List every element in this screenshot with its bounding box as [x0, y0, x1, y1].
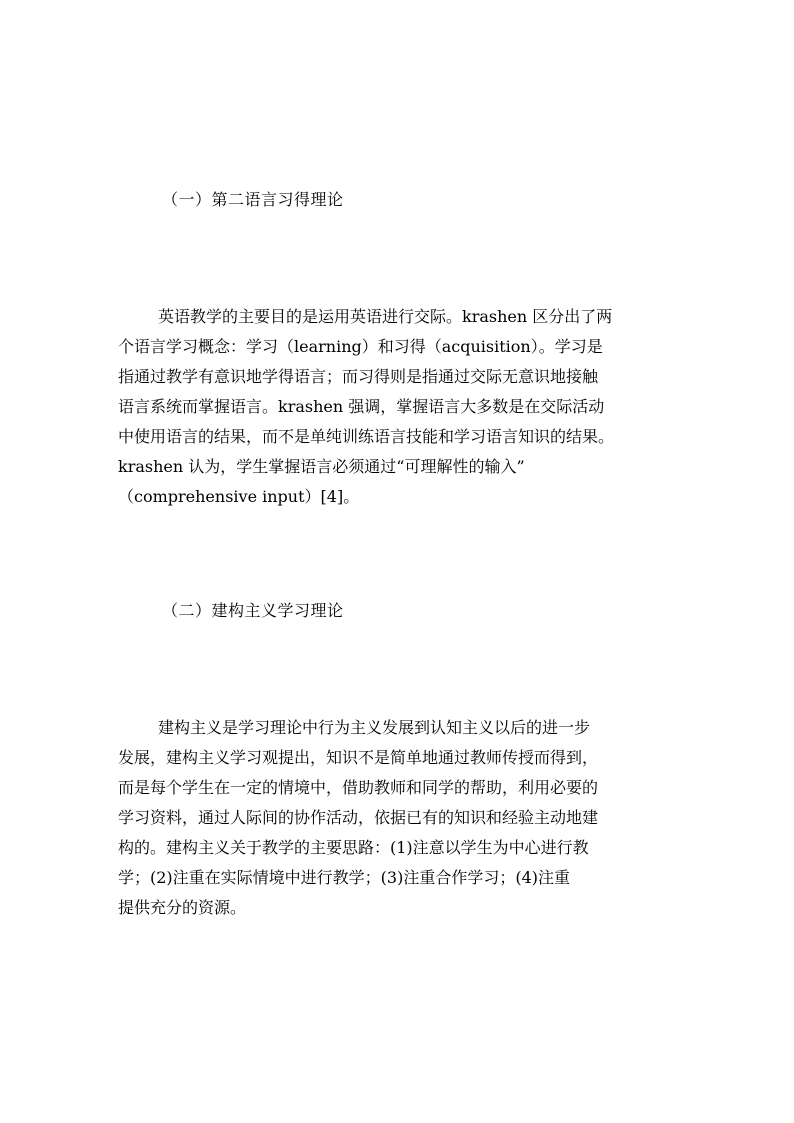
- paragraph-line: 而是每个学生在一定的情境中，借助教师和同学的帮助，利用必要的: [118, 778, 599, 797]
- paragraph-line: 提供充分的资源。: [118, 898, 247, 917]
- paragraph-line: 构的。建构主义关于教学的主要思路：(1)注意以学生为中心进行教: [118, 838, 589, 857]
- paragraph-line: 学习资料，通过人际间的协作活动，依据已有的知识和经验主动地建: [118, 808, 599, 827]
- paragraph-line: 学；(2)注重在实际情境中进行教学；(3)注重合作学习；(4)注重: [118, 868, 570, 887]
- paragraph-line: 发展，建构主义学习观提出，知识不是简单地通过教师传授而得到，: [118, 748, 599, 767]
- paragraph-line: 个语言学习概念：学习（learning）和习得（acquisition）。学习是: [118, 337, 603, 356]
- paragraph-line: 英语教学的主要目的是运用英语进行交际。krashen 区分出了两: [158, 307, 613, 326]
- section-paragraph-2: [118, 713, 678, 923]
- paragraph-line: （comprehensive input）[4]。: [118, 487, 360, 506]
- paragraph-line: 指通过教学有意识地学得语言；而习得则是指通过交际无意识地接触: [118, 367, 599, 386]
- paragraph-line: 中使用语言的结果，而不是单纯训练语言技能和学习语言知识的结果。: [118, 427, 615, 446]
- paragraph-line: 语言系统而掌握语言。krashen 强调，掌握语言大多数是在交际活动: [118, 397, 605, 416]
- section-heading-1: （一）第二语言习得理论: [162, 190, 344, 209]
- paragraph-line: 建构主义是学习理论中行为主义发展到认知主义以后的进一步: [158, 718, 591, 737]
- section-paragraph-1: [118, 302, 678, 512]
- paragraph-line: krashen 认为，学生掌握语言必须通过“可理解性的输入”: [118, 457, 525, 476]
- section-heading-2: （二）建构主义学习理论: [162, 601, 344, 620]
